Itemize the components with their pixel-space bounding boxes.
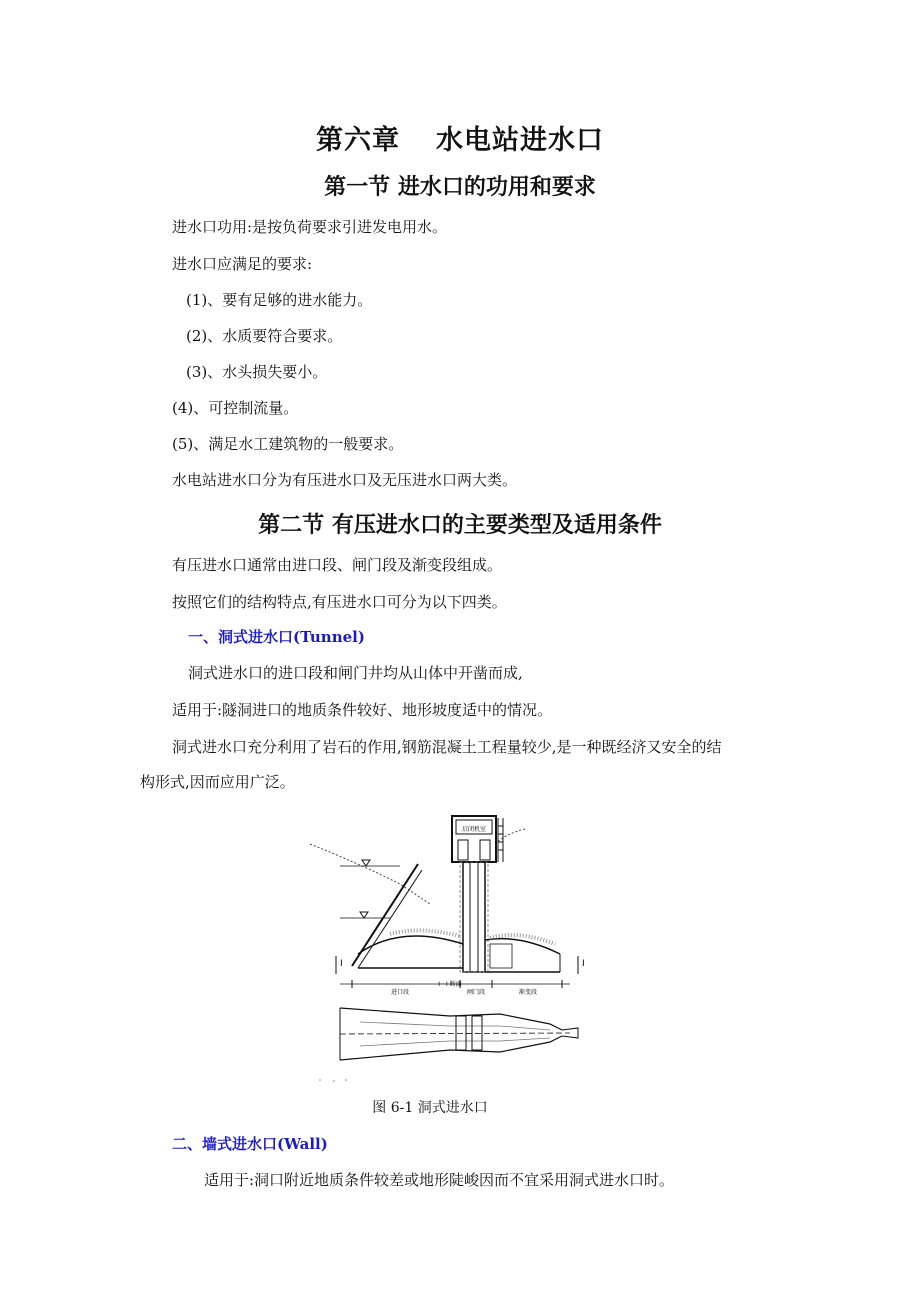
requirement-item: (1)、要有足够的进水能力。 [186, 291, 373, 309]
requirement-item: (2)、水质要符合要求。 [186, 327, 343, 345]
paragraph: 适用于:隧洞进口的地质条件较好、地形坡度适中的情况。 [172, 701, 553, 719]
section1-heading: 第一节 进水口的功用和要求 [324, 174, 596, 200]
paragraph: 按照它们的结构特点,有压进水口可分为以下四类。 [172, 593, 507, 611]
tunnel-intake-diagram [300, 804, 600, 1086]
requirement-item: (4)、可控制流量。 [172, 399, 299, 417]
figure-caption: 图 6-1 洞式进水口 [372, 1100, 488, 1116]
section2-heading: 第二节 有压进水口的主要类型及适用条件 [258, 512, 662, 538]
paragraph: 适用于:洞口附近地质条件较差或地形陡峻因而不宜采用洞式进水口时。 [204, 1171, 675, 1189]
chapter-name: 水电站进水口 [436, 125, 604, 156]
dim-transition-label: 渐变段 [518, 989, 538, 996]
chapter-title [0, 118, 920, 157]
tunnel-intake-figure [300, 804, 600, 1086]
paragraph: 有压进水口通常由进口段、闸门段及渐变段组成。 [172, 556, 503, 574]
paragraph: 进水口应满足的要求: [172, 255, 313, 273]
requirement-item: (3)、水头损失要小。 [186, 363, 328, 381]
paragraph: 构形式,因而应用广泛。 [140, 773, 295, 791]
section-mark-right: I [582, 959, 585, 969]
dim-inlet-label: 进口段 [390, 989, 410, 996]
subsection-title-wall: 二、墙式进水口(Wall) [172, 1135, 328, 1153]
gate-house-label: 启闭机室 [461, 826, 487, 833]
section-mark-left: I [340, 959, 343, 969]
paragraph: 洞式进水口的进口段和闸门井均从山体中开凿而成, [188, 664, 523, 682]
section-label: I－I 断面 [438, 981, 462, 988]
paragraph: 进水口功用:是按负荷要求引进发电用水。 [172, 218, 448, 236]
paragraph: 洞式进水口充分利用了岩石的作用,钢筋混凝土工程量较少,是一种既经济又安全的结 [172, 738, 722, 756]
requirement-item: (5)、满足水工建筑物的一般要求。 [172, 435, 404, 453]
subsection-title-tunnel: 一、洞式进水口(Tunnel) [188, 628, 365, 646]
dim-gate-label: 闸门段 [466, 989, 486, 996]
paragraph: 水电站进水口分为有压进水口及无压进水口两大类。 [172, 471, 518, 489]
chapter-number: 第六章 [316, 125, 400, 156]
